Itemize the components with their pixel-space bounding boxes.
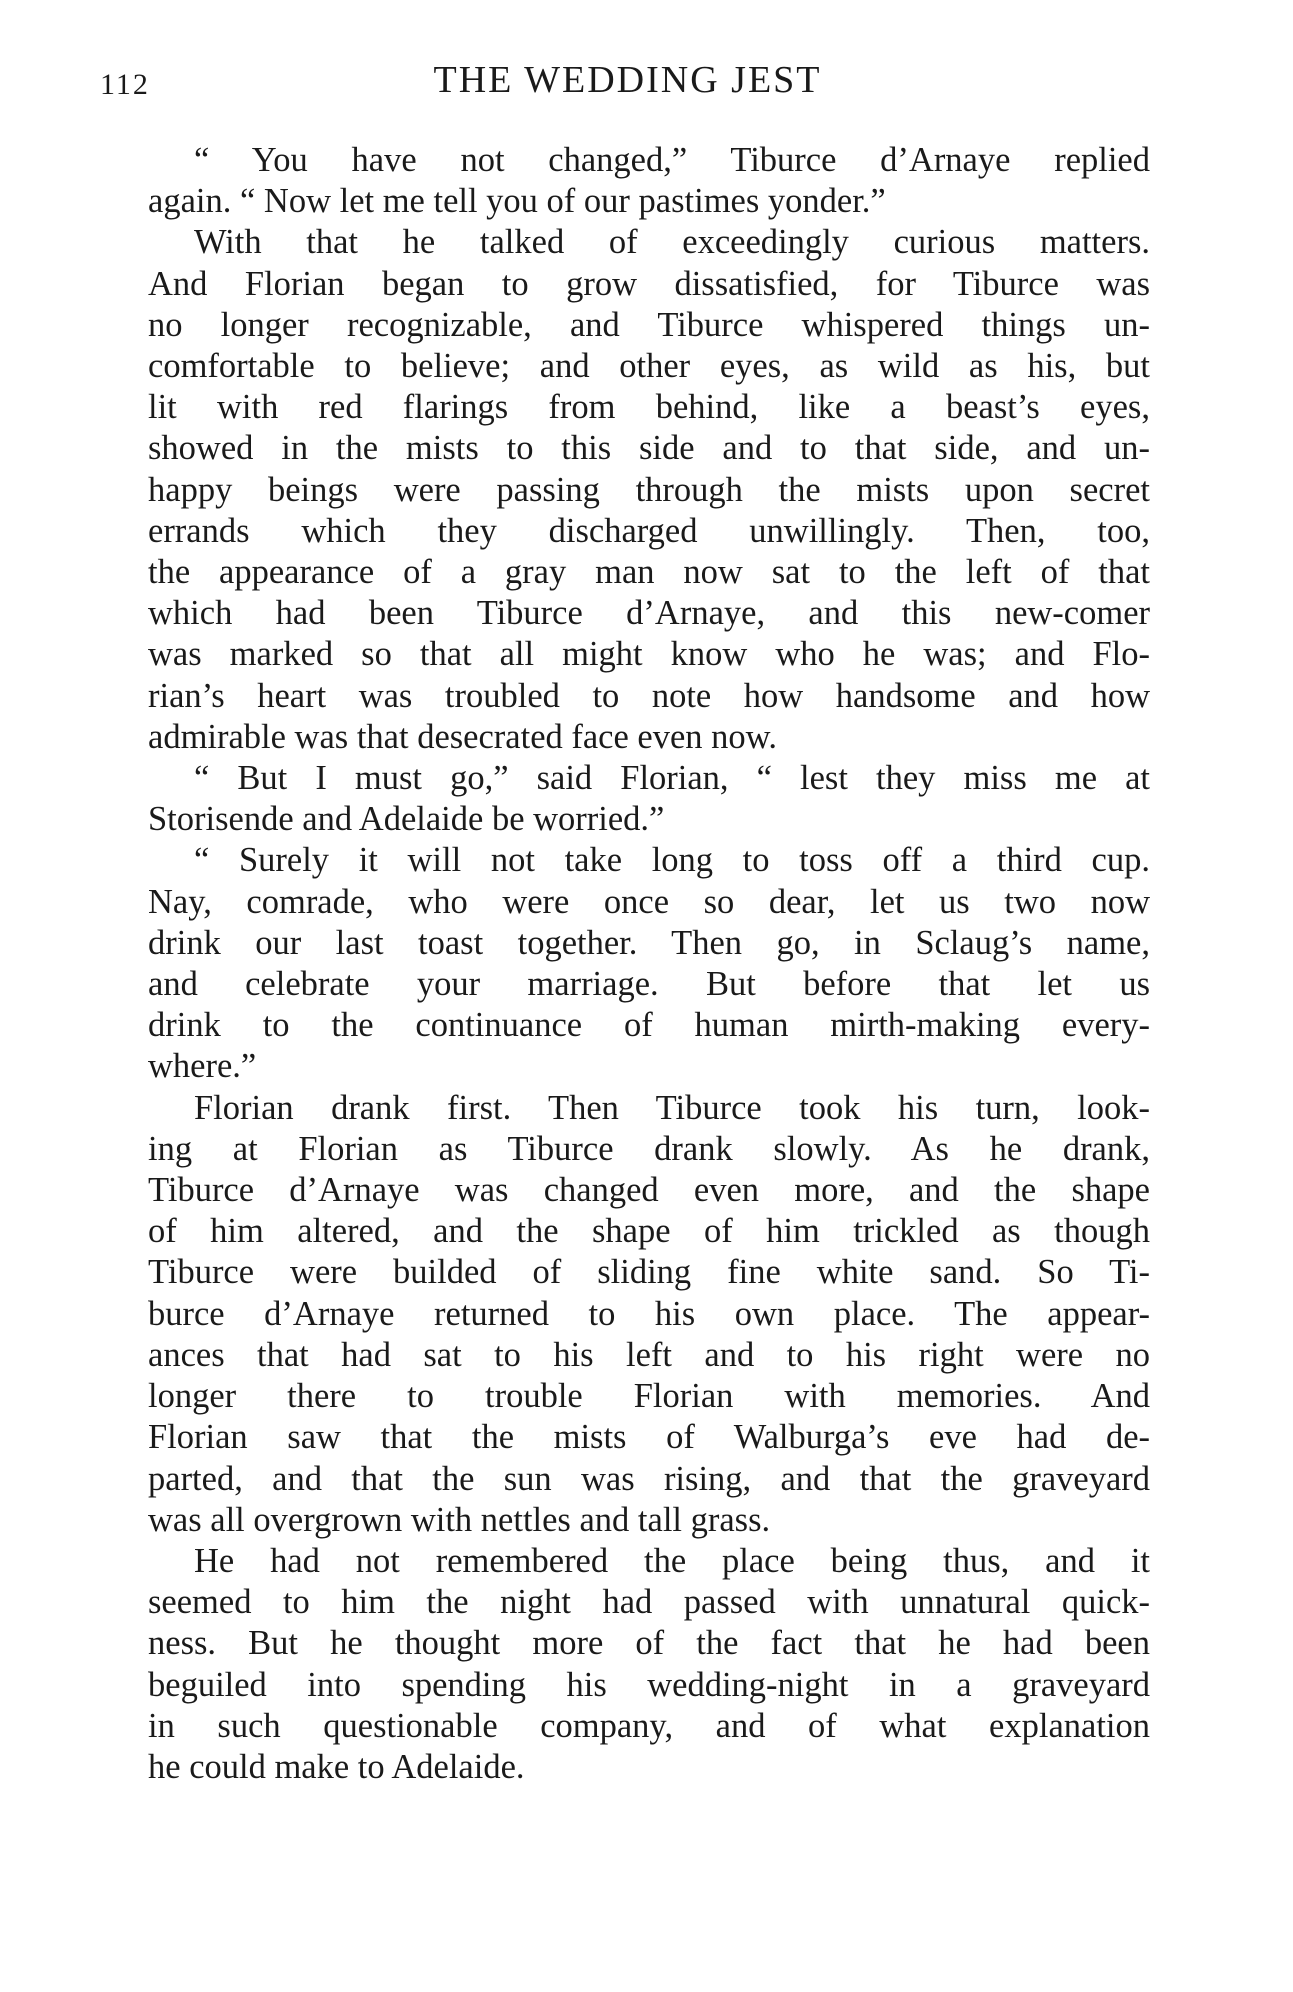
text-line: seemed to him the night had passed with unnatural quick- bbox=[148, 1583, 1150, 1622]
text-line: He had not remembered the place being thus, and it bbox=[194, 1541, 1150, 1580]
text-line: lit with red flarings from behind, like a beast’s eyes, bbox=[148, 388, 1150, 427]
text-line: ances that had sat to his left and to his right were no bbox=[148, 1335, 1150, 1374]
text-line: ness. But he thought more of the fact that he had been bbox=[148, 1624, 1150, 1663]
text-line: ing at Florian as Tiburce drank slowly. As he drank, bbox=[148, 1129, 1150, 1168]
page-number: 112 bbox=[100, 68, 150, 101]
text-line: “ You have not changed,” Tiburce d’Arnaye replied bbox=[194, 141, 1150, 179]
text-line: “ But I must go,” said Florian, “ lest they miss me at bbox=[194, 759, 1150, 798]
text-line: Nay, comrade, who were once so dear, let us two now bbox=[148, 882, 1150, 921]
text-line: admirable was that desecrated face even now. bbox=[148, 717, 777, 756]
running-head bbox=[100, 58, 1155, 108]
text-line: errands which they discharged unwillingly. Then, too, bbox=[148, 511, 1150, 550]
paragraph bbox=[102, 758, 1150, 840]
text-line: he could make to Adelaide. bbox=[148, 1747, 525, 1786]
text-line: rian’s heart was troubled to note how handsome and how bbox=[148, 676, 1150, 715]
text-line: the appearance of a gray man now sat to the left of that bbox=[148, 553, 1150, 592]
text-line: of him altered, and the shape of him trickled as though bbox=[148, 1212, 1150, 1251]
body-text bbox=[102, 140, 1150, 1788]
text-line: was all overgrown with nettles and tall grass. bbox=[148, 1500, 771, 1539]
text-line: comfortable to believe; and other eyes, as wild as his, but bbox=[148, 347, 1150, 386]
text-line: Tiburce were builded of sliding fine white sand. So Ti- bbox=[148, 1253, 1150, 1292]
text-line: showed in the mists to this side and to that side, and un- bbox=[148, 429, 1150, 468]
running-title: THE WEDDING JEST bbox=[433, 59, 822, 101]
text-line: happy beings were passing through the mists upon secret bbox=[148, 470, 1150, 509]
text-line: Florian saw that the mists of Walburga’s eve had de- bbox=[148, 1418, 1150, 1457]
text-line: longer there to trouble Florian with memories. And bbox=[148, 1377, 1150, 1416]
text-line: “ Surely it will not take long to toss off a third cup. bbox=[194, 841, 1150, 880]
text-line: beguiled into spending his wedding-night in a graveyard bbox=[148, 1665, 1150, 1704]
text-line: drink our last toast together. Then go, in Sclaug’s name, bbox=[148, 923, 1150, 962]
text-line: Florian drank first. Then Tiburce took his turn, look- bbox=[194, 1088, 1150, 1127]
paragraph bbox=[102, 1541, 1150, 1788]
text-line: Storisende and Adelaide be worried.” bbox=[148, 800, 665, 839]
text-line: drink to the continuance of human mirth-making every- bbox=[148, 1006, 1150, 1045]
paragraph bbox=[102, 840, 1150, 1087]
text-line: and celebrate your marriage. But before that let us bbox=[148, 965, 1150, 1004]
text-line: Tiburce d’Arnaye was changed even more, and the shape bbox=[148, 1171, 1150, 1210]
text-line: which had been Tiburce d’Arnaye, and this new-comer bbox=[148, 594, 1150, 633]
text-line: parted, and that the sun was rising, and that the graveyard bbox=[148, 1459, 1150, 1498]
text-line: where.” bbox=[148, 1047, 257, 1086]
paragraph bbox=[102, 222, 1150, 758]
paragraph bbox=[102, 140, 1150, 222]
text-line: no longer recognizable, and Tiburce whispered things un- bbox=[148, 305, 1150, 344]
paragraph bbox=[102, 1088, 1150, 1541]
text-line: was marked so that all might know who he was; and Flo- bbox=[148, 635, 1150, 674]
text-line: With that he talked of exceedingly curious matters. bbox=[194, 223, 1150, 262]
text-line: in such questionable company, and of what explanation bbox=[148, 1706, 1150, 1745]
text-line: again. “ Now let me tell you of our pastimes yonder.” bbox=[148, 182, 886, 221]
text-line: burce d’Arnaye returned to his own place. The appear- bbox=[148, 1294, 1150, 1333]
text-line: And Florian began to grow dissatisfied, for Tiburce was bbox=[148, 264, 1150, 303]
